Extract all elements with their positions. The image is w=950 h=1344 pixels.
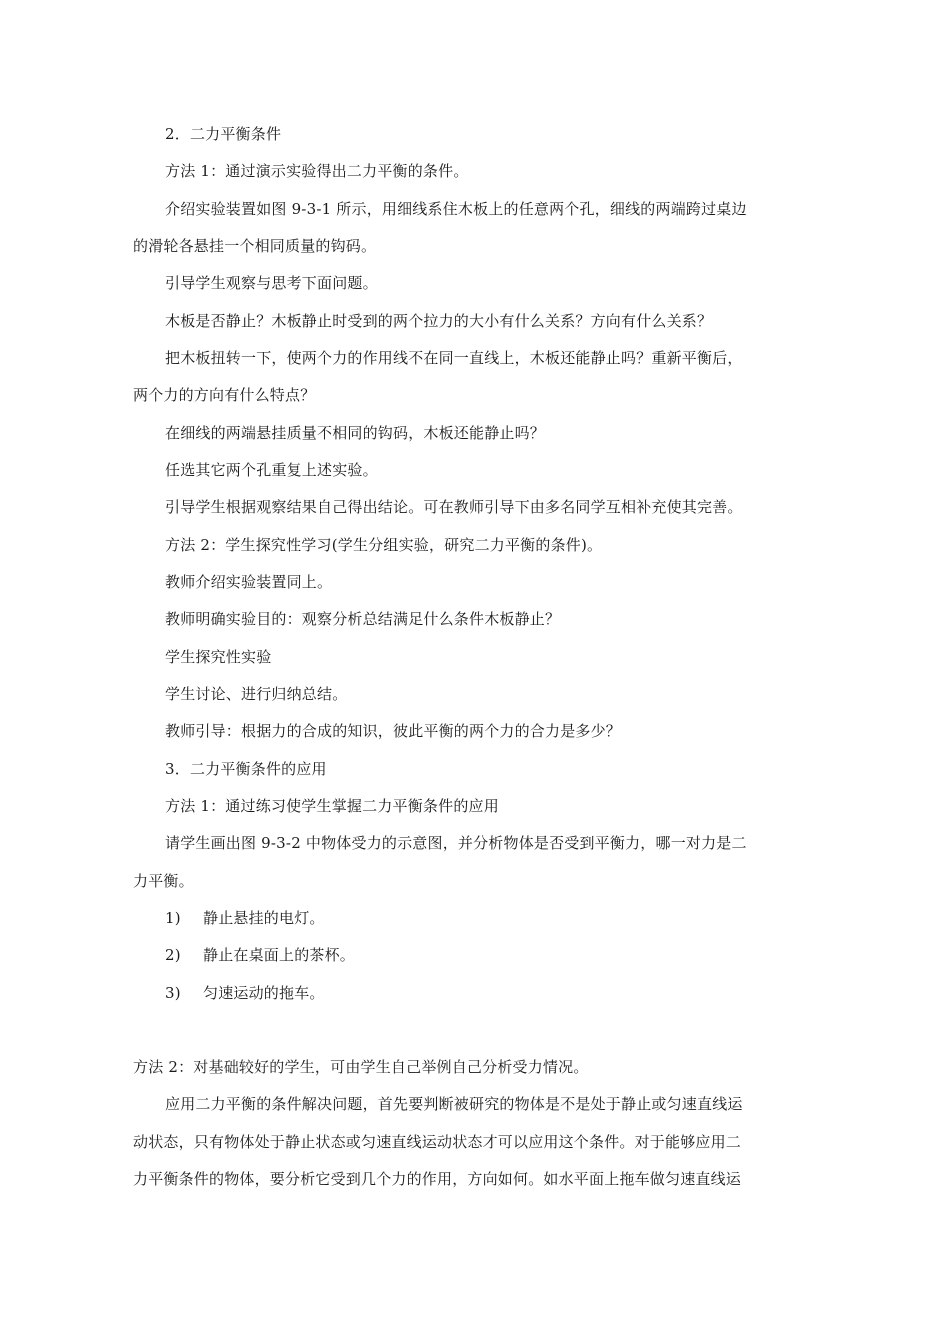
paragraph-line: 的滑轮各悬挂一个相同质量的钩码。 [133, 237, 377, 255]
paragraph-line: 动状态，只有物体处于静止状态或匀速直线运动状态才可以应用这个条件。对于能够应用二 [133, 1133, 742, 1151]
paragraph-line: 方法 1：通过练习使学生掌握二力平衡条件的应用 [165, 797, 499, 815]
paragraph-line: 方法 2：对基础较好的学生，可由学生自己举例自己分析受力情况。 [133, 1058, 589, 1076]
paragraph-line: 应用二力平衡的条件解决问题，首先要判断被研究的物体是不是处于静止或匀速直线运 [165, 1095, 743, 1113]
list-item-number: 2) [165, 946, 181, 964]
section-heading-2: 2．二力平衡条件 [165, 125, 282, 143]
list-item-number: 3) [165, 984, 181, 1002]
paragraph-line: 力平衡条件的物体，要分析它受到几个力的作用，方向如何。如水平面上拖车做匀速直线运 [133, 1170, 742, 1188]
list-item-text: 静止悬挂的电灯。 [203, 909, 325, 927]
paragraph-line: 方法 1：通过演示实验得出二力平衡的条件。 [165, 162, 469, 180]
paragraph-line: 力平衡。 [133, 872, 194, 890]
paragraph-line: 介绍实验装置如图 9-3-1 所示，用细线系住木板上的任意两个孔，细线的两端跨过桌边 [165, 200, 747, 218]
list-item-text: 匀速运动的拖车。 [203, 984, 325, 1002]
paragraph-line: 引导学生根据观察结果自己得出结论。可在教师引导下由多名同学互相补充使其完善。 [165, 498, 743, 516]
paragraph-line: 引导学生观察与思考下面问题。 [165, 274, 378, 292]
list-item [165, 907, 325, 929]
paragraph-line: 请学生画出图 9-3-2 中物体受力的示意图，并分析物体是否受到平衡力，哪一对力是二 [165, 834, 747, 852]
paragraph-line: 在细线的两端悬挂质量不相同的钩码，木板还能静止吗？ [165, 424, 546, 442]
paragraph-line: 学生讨论、进行归纳总结。 [165, 685, 348, 703]
paragraph-line: 任选其它两个孔重复上述实验。 [165, 461, 378, 479]
paragraph-line: 教师明确实验目的：观察分析总结满足什么条件木板静止？ [165, 610, 561, 628]
list-item [165, 944, 355, 966]
paragraph-line: 方法 2：学生探究性学习(学生分组实验，研究二力平衡的条件)。 [165, 536, 603, 554]
paragraph-line: 两个力的方向有什么特点？ [133, 386, 316, 404]
list-item-number: 1) [165, 909, 181, 927]
list-item-text: 静止在桌面上的茶杯。 [203, 946, 356, 964]
paragraph-line: 教师介绍实验装置同上。 [165, 573, 333, 591]
paragraph-line: 教师引导：根据力的合成的知识，彼此平衡的两个力的合力是多少？ [165, 722, 622, 740]
paragraph-line: 木板是否静止？木板静止时受到的两个拉力的大小有什么关系？方向有什么关系？ [165, 312, 713, 330]
list-item [165, 982, 325, 1004]
section-heading-3: 3．二力平衡条件的应用 [165, 760, 327, 778]
paragraph-line: 把木板扭转一下，使两个力的作用线不在同一直线上，木板还能静止吗？重新平衡后， [165, 349, 743, 367]
paragraph-line: 学生探究性实验 [165, 648, 272, 666]
